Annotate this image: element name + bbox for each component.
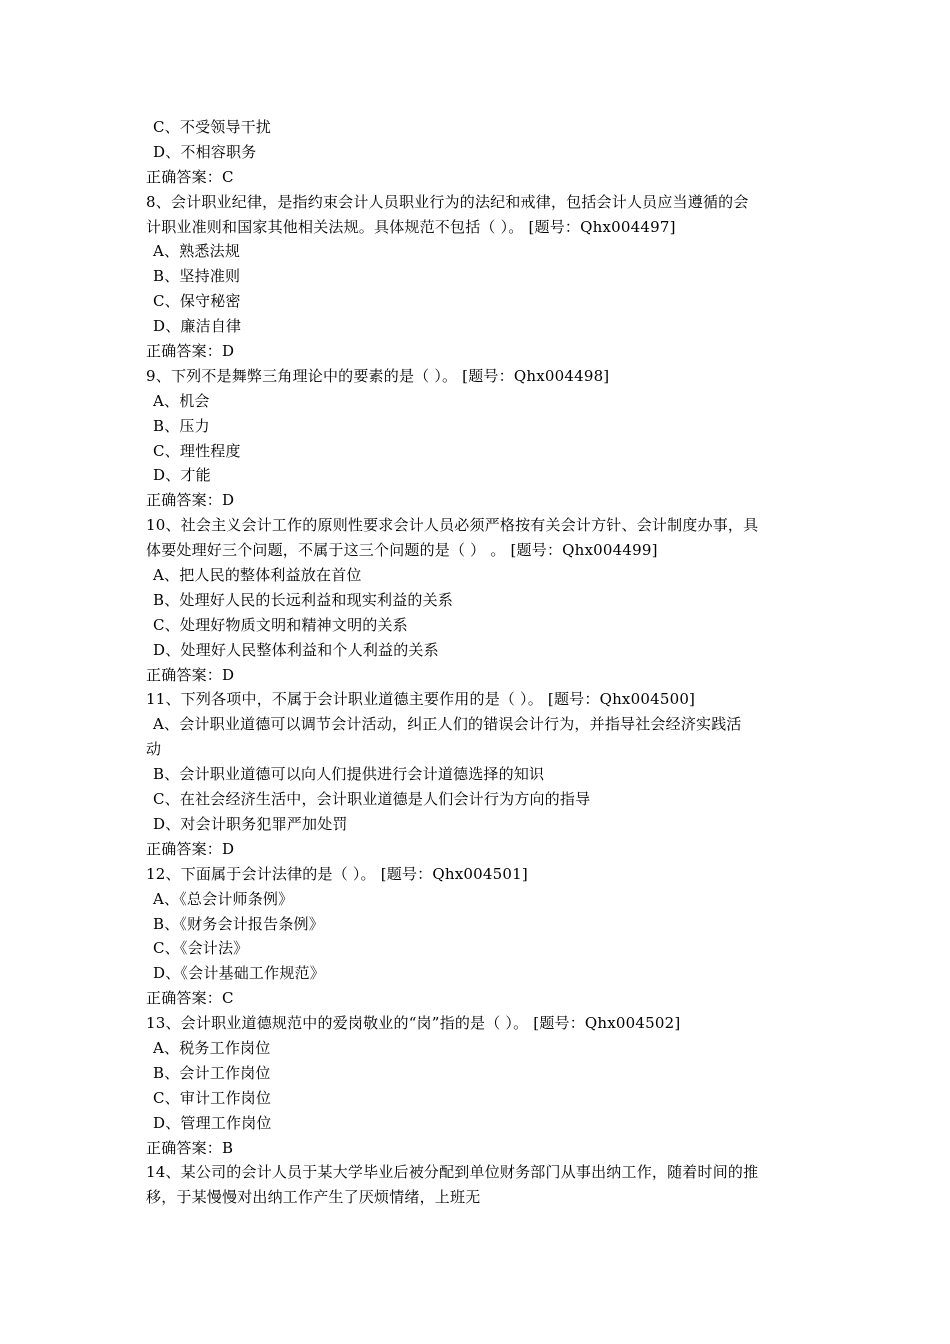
answer-option: D、才能 [153, 466, 211, 485]
question-text: 8、会计职业纪律，是指约束会计人员职业行为的法纪和戒律，包括会计人员应当遵循的会 [146, 192, 749, 211]
answer-option: A、把人民的整体利益放在首位 [153, 566, 362, 585]
question-text: 10、社会主义会计工作的原则性要求会计人员必须严格按有关会计方针、会计制度办事，具 [146, 516, 759, 535]
answer-option: D、管理工作岗位 [153, 1113, 272, 1132]
answer-option: A、机会 [153, 391, 210, 410]
answer-option: B、《财务会计报告条例》 [153, 914, 324, 933]
question-text: 体要处理好三个问题，不属于这三个问题的是（ ） 。 [题号：Qhx004499] [146, 541, 658, 560]
answer-option: C、《会计法》 [153, 939, 249, 958]
answer-option: B、压力 [153, 416, 210, 435]
question-text: 动 [146, 740, 162, 759]
correct-answer: 正确答案：D [146, 839, 235, 858]
answer-option: C、处理好物质文明和精神文明的关系 [153, 615, 408, 634]
document-page [146, 115, 811, 1210]
answer-option: C、在社会经济生活中，会计职业道德是人们会计行为方向的指导 [153, 790, 591, 809]
answer-option: D、廉洁自律 [153, 317, 242, 336]
answer-option: B、处理好人民的长远利益和现实利益的关系 [153, 590, 454, 609]
answer-option: C、审计工作岗位 [153, 1088, 272, 1107]
answer-option: B、坚持准则 [153, 267, 241, 286]
question-text: 13、会计职业道德规范中的爱岗敬业的“岗”指的是（ ）。 [题号：Qhx004502] [146, 1014, 681, 1033]
correct-answer: 正确答案：B [146, 1138, 234, 1157]
answer-option: C、不受领导干扰 [153, 118, 272, 136]
question-text: 11、下列各项中，不属于会计职业道德主要作用的是（ ）。 [题号：Qhx004500] [146, 690, 696, 709]
correct-answer: 正确答案：C [146, 167, 234, 186]
correct-answer: 正确答案：D [146, 491, 235, 510]
correct-answer: 正确答案：C [146, 989, 234, 1008]
answer-option: A、熟悉法规 [153, 242, 241, 261]
answer-option: A、《总会计师条例》 [153, 889, 294, 908]
answer-option: A、会计职业道德可以调节会计活动，纠正人们的错误会计行为，并指导社会经济实践活 [153, 715, 742, 734]
answer-option: D、对会计职务犯罪严加处罚 [153, 814, 348, 833]
correct-answer: 正确答案：D [146, 342, 235, 361]
answer-option: A、税务工作岗位 [153, 1038, 271, 1057]
question-text: 计职业准则和国家其他相关法规。具体规范不包括（ ）。 [题号：Qhx004497] [146, 217, 676, 236]
answer-option: D、《会计基础工作规范》 [153, 964, 325, 983]
answer-option: D、不相容职务 [153, 142, 257, 161]
answer-option: C、保守秘密 [153, 292, 241, 311]
answer-option: C、理性程度 [153, 441, 241, 460]
question-text: 12、下面属于会计法律的是（ ）。 [题号：Qhx004501] [146, 864, 528, 883]
correct-answer: 正确答案：D [146, 665, 235, 684]
question-text: 14、某公司的会计人员于某大学毕业后被分配到单位财务部门从事出纳工作，随着时间的推 [146, 1163, 759, 1182]
answer-option: B、会计职业道德可以向人们提供进行会计道德选择的知识 [153, 765, 545, 784]
question-text: 9、下列不是舞弊三角理论中的要素的是（ ）。 [题号：Qhx004498] [146, 366, 610, 385]
answer-option: D、处理好人民整体利益和个人利益的关系 [153, 640, 439, 659]
answer-option: B、会计工作岗位 [153, 1063, 271, 1082]
question-text: 移，于某慢慢对出纳工作产生了厌烦情绪，上班无 [146, 1188, 481, 1207]
